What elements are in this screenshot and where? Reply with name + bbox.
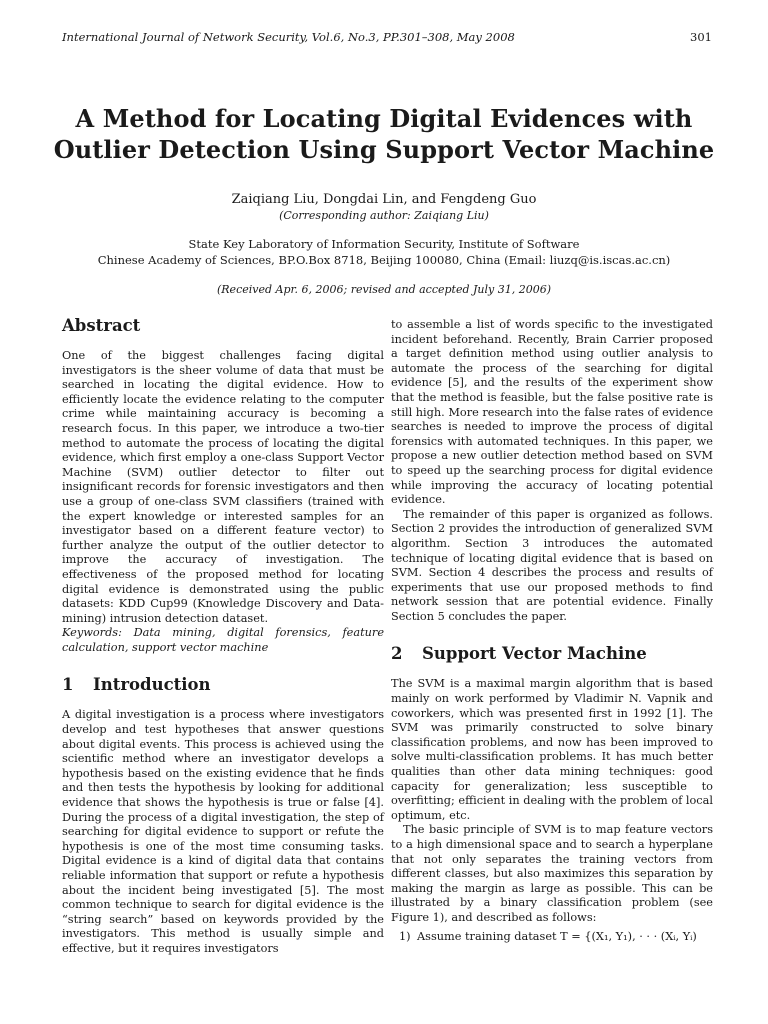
keywords <box>62 626 384 655</box>
list-item <box>391 930 713 945</box>
keywords-label: Keywords: <box>62 626 122 640</box>
svm-paragraph-2: The basic principle of SVM is to map feature vectors to a high dimensional space and to search a hyperplane that not only separates the training vectors from different classes, but also maximizes this separation by making the margin as large as possible. This can be illustrated by a binary classification problem (see Figure 1), and described as follows: <box>391 823 713 924</box>
authors: Zaiqiang Liu, Dongdai Lin, and Fengdeng Guo <box>231 192 537 207</box>
svm-number: 2 <box>391 644 403 664</box>
list-text: Assume training dataset T = {(X₁, Y₁), · · · (Xᵢ, Yᵢ) <box>417 929 697 943</box>
organization-paragraph: The remainder of this paper is organized as follows. Section 2 provides the introduction of generalized SVM algorithm. Section 3 introduces the automated technique of locating digital evidence that is based on SVM. Section 4 describes the process and results of experiments that use our proposed methods to find network session that are potential evidence. Finally Section 5 concludes the paper. <box>391 507 713 623</box>
affiliation <box>40 236 728 268</box>
list-marker: 1) <box>399 929 411 943</box>
svm-title: Support Vector Machine <box>422 644 647 664</box>
abstract-text: One of the biggest challenges facing digital investigators is the sheer volume of data that must be searched in locating the digital evidence. How to efficiently locate the evidence relating to the computer crime while maintaining accuracy is becoming a research focus. In this paper, we introduce a two-tier method to automate the process of locating the digital evidence, which first employ a one-class Support Vector Machine (SVM) outlier detector to filter out insignificant records for forensic investigators and then use a group of one-class SVM classifiers (trained with the expert knowledge or interested samples for an investigator based on a different feature vector) to further analyze the output of the outlier detector to improve the accuracy of investigation. The effectiveness of the proposed method for locating digital evidence is demonstrated using the public datasets: KDD Cup99 (Knowledge Discovery and Data-mining) intrusion detection dataset. <box>62 349 384 625</box>
intro-title: Introduction <box>93 675 211 695</box>
title-line-2: Outlier Detection Using Support Vector Machine <box>53 135 715 164</box>
journal-citation: International Journal of Network Security, Vol.6, No.3, PP.301–308, May 2008 <box>62 30 515 44</box>
received-dates: (Received Apr. 6, 2006; revised and accepted July 31, 2006) <box>216 283 552 296</box>
right-column <box>391 318 713 944</box>
intro-number: 1 <box>62 675 74 695</box>
page-number: 301 <box>690 30 712 44</box>
keywords-text: Data mining, digital forensics, feature calculation, support vector machine <box>62 626 385 654</box>
left-column <box>62 316 384 957</box>
running-header <box>62 30 712 46</box>
intro-paragraph: A digital investigation is a process where investigators develop and test hypotheses that answer questions about digital events. This process is achieved using the scientific method where an investigator develops a hypothesis based on the existing evidence that he finds and then tests the hypothesis by looking for additional evidence that shows the hypothesis is true or false [4]. During the process of a digital investigation, the step of searching for digital evidence to support or refute the hypothesis is one of the most time consuming tasks. Digital evidence is a kind of digital data that contains reliable information that support or refute a hypothesis about the incident being investigated [5]. The most common technique to search for digital evidence is the “string search” based on keywords provided by the investigators. This method is usually simple and effective, but it requires investigators <box>62 708 384 955</box>
title-line-1: A Method for Locating Digital Evidences with <box>75 104 693 133</box>
corresponding-author: (Corresponding author: Zaiqiang Liu) <box>279 209 489 222</box>
title-block <box>40 103 728 298</box>
paper-title <box>40 103 728 165</box>
abstract-heading: Abstract <box>62 316 141 335</box>
affiliation-line-2: Chinese Academy of Sciences, BP.O.Box 8718, Beijing 100080, China (Email: liuzq@is.iscas.ac.cn) <box>97 253 671 267</box>
svm-paragraph-1: The SVM is a maximal margin algorithm that is based mainly on work performed by Vladimir N. Vapnik and coworkers, which was presented first in 1992 [1]. The SVM was primarily constructed to solve binary classification problems, and now has been improved to solve multi-classification problems. It has much better qualities than other data mining techniques: good capacity for generalization; less susceptible to overfitting; efficient in dealing with the problem of local optimum, etc. <box>391 677 713 822</box>
intro-continuation: to assemble a list of words specific to the investigated incident beforehand. Recently, Brain Carrier proposed a target definition method using outlier analysis to automate the process of the searching for digital evidence [5], and the results of the experiment show that the method is feasible, but the false positive rate is still high. More research into the false rates of evidence searches is needed to improve the process of digital forensics with automated techniques. In this paper, we propose a new outlier detection method based on SVM to speed up the searching process for digital evidence while improving the accuracy of locating potential evidence. <box>391 318 714 507</box>
affiliation-line-1: State Key Laboratory of Information Security, Institute of Software <box>188 237 580 251</box>
intro-heading <box>62 675 384 695</box>
svm-heading <box>391 644 713 664</box>
